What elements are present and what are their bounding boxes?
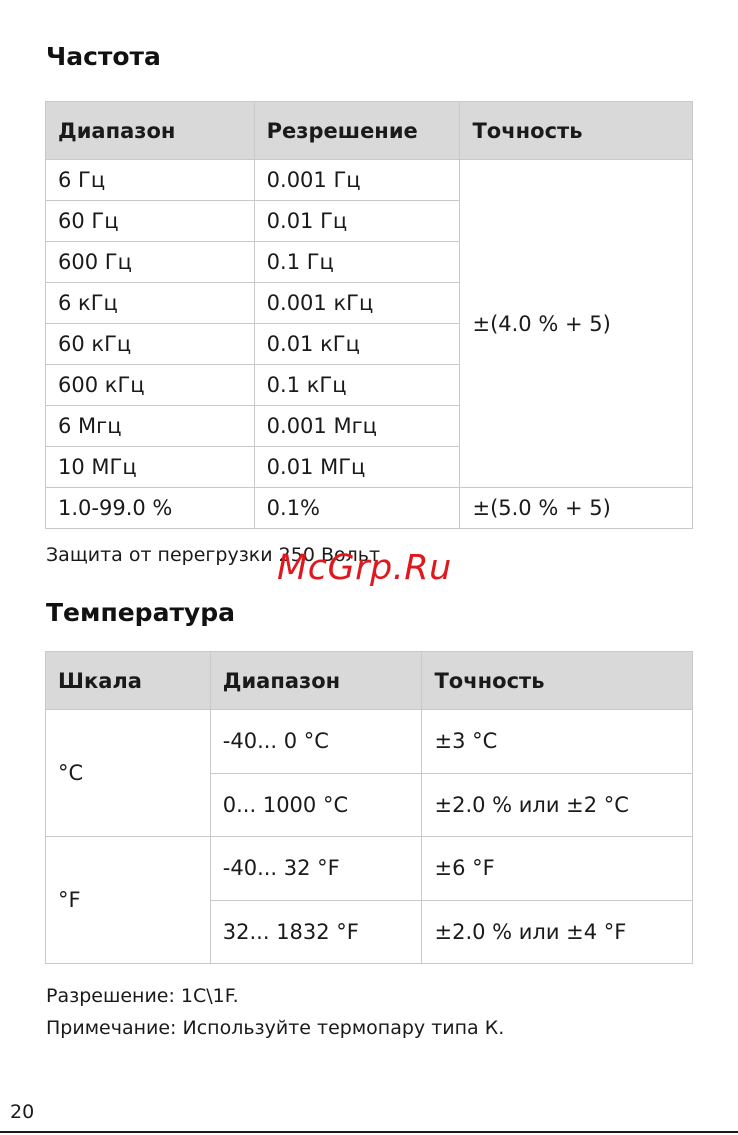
- accuracy-cell: ±(5.0 % + 5): [460, 488, 693, 529]
- range-cell: 600 Гц: [46, 242, 255, 283]
- table-header-row: [46, 102, 693, 160]
- range-cell: 600 кГц: [46, 365, 255, 406]
- range-cell: 6 Мгц: [46, 406, 255, 447]
- range-cell: 0... 1000 °C: [210, 773, 422, 837]
- accuracy-cell: ±6 °F: [422, 837, 693, 901]
- overload-protection-note: Защита от перегрузки 250 Вольт: [46, 544, 381, 566]
- table-row: [46, 837, 693, 901]
- range-cell: 32... 1832 °F: [210, 900, 422, 964]
- range-cell: 10 МГц: [46, 447, 255, 488]
- temperature-section-title: Температура: [46, 598, 235, 627]
- accuracy-cell: ±2.0 % или ±4 °F: [422, 900, 693, 964]
- range-cell: 1.0-99.0 %: [46, 488, 255, 529]
- resolution-cell: 0.01 кГц: [254, 324, 460, 365]
- shared-accuracy-cell: ±(4.0 % + 5): [460, 160, 693, 488]
- bottom-divider: [0, 1131, 738, 1133]
- frequency-section-title: Частота: [46, 42, 161, 71]
- resolution-cell: 0.01 Гц: [254, 201, 460, 242]
- table-row-duty-cycle: [46, 488, 693, 529]
- resolution-cell: 0.001 Гц: [254, 160, 460, 201]
- accuracy-cell: ±2.0 % или ±2 °C: [422, 773, 693, 837]
- thermocouple-type-note: Примечание: Используйте термопару типа К.: [46, 1017, 505, 1039]
- resolution-cell: 0.1%: [254, 488, 460, 529]
- range-cell: -40... 32 °F: [210, 837, 422, 901]
- table-header-row: [46, 652, 693, 710]
- resolution-cell: 0.001 Мгц: [254, 406, 460, 447]
- column-header-resolution: Резрешение: [254, 102, 460, 160]
- frequency-table: [45, 101, 693, 529]
- watermark-logo: McGrp.Ru: [277, 548, 452, 588]
- range-cell: 60 кГц: [46, 324, 255, 365]
- column-header-scale: Шкала: [46, 652, 211, 710]
- table-row: [46, 160, 693, 201]
- range-cell: 60 Гц: [46, 201, 255, 242]
- table-row: [46, 710, 693, 774]
- scale-cell-fahrenheit: °F: [46, 837, 211, 964]
- resolution-cell: 0.01 МГц: [254, 447, 460, 488]
- column-header-accuracy: Точность: [460, 102, 693, 160]
- scale-cell-celsius: °C: [46, 710, 211, 837]
- column-header-accuracy: Точность: [422, 652, 693, 710]
- column-header-range: Диапазон: [46, 102, 255, 160]
- temperature-table: [45, 651, 693, 964]
- resolution-cell: 0.1 кГц: [254, 365, 460, 406]
- resolution-cell: 0.001 кГц: [254, 283, 460, 324]
- range-cell: -40... 0 °C: [210, 710, 422, 774]
- range-cell: 6 Гц: [46, 160, 255, 201]
- page-number: 20: [10, 1101, 35, 1123]
- range-cell: 6 кГц: [46, 283, 255, 324]
- resolution-note: Разрешение: 1C\1F.: [46, 985, 239, 1007]
- resolution-cell: 0.1 Гц: [254, 242, 460, 283]
- column-header-range: Диапазон: [210, 652, 422, 710]
- accuracy-cell: ±3 °C: [422, 710, 693, 774]
